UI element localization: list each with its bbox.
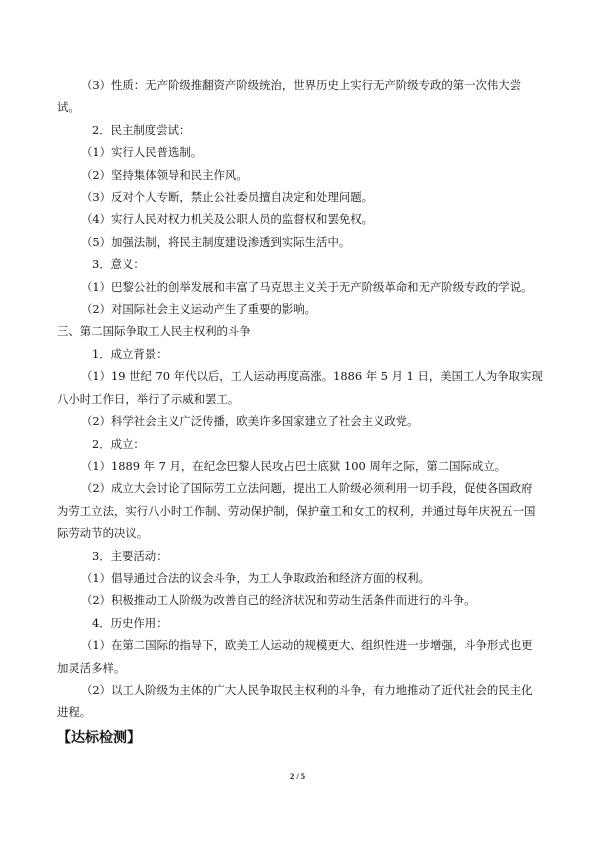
paragraph: 4．历史作用： [92,615,168,630]
paragraph: （4）实行人民对权力机关及公职人员的监督权和罢免权。 [81,212,374,227]
paragraph: 2．成立： [92,436,145,451]
paragraph: 2．民主制度尝试： [92,122,191,137]
paragraph-list [57,74,543,724]
paragraph: （1）1889 年 7 月，在纪念巴黎人民攻占巴士底狱 100 周年之际，第二国际成立。 [81,458,507,473]
document-body [57,74,543,751]
paragraph: 3．意义： [92,257,145,272]
paragraph: 3．主要活动： [92,548,168,563]
paragraph: （1）巴黎公社的创举发展和丰富了马克思主义关于无产阶级革命和无产阶级专政的学说。 [81,279,533,294]
paragraph: （3）性质：无产阶级推翻资产阶级统治，世界历史上实行无产阶级专政的第一次伟大尝试。 [57,78,522,115]
paragraph: 三、第二国际争取工人民主权利的斗争 [57,324,251,339]
paragraph: （3）反对个人专断，禁止公社委员擅自决定和处理问题。 [81,190,374,205]
page-number: 2 / 5 [289,771,306,781]
paragraph: （5）加强法制，将民主制度建设渗透到实际生活中。 [81,234,351,249]
paragraph: （1）倡导通过合法的议会斗争，为工人争取政治和经济方面的权利。 [81,570,430,585]
paragraph: （2）以工人阶级为主体的广大人民争取民主权利的斗争，有力地推动了近代社会的民主化进程。 [57,682,533,720]
paragraph: （1）在第二国际的指导下，欧美工人运动的规模更大、组织性进一步增强，斗争形式也更加灵活多样。 [57,638,533,675]
paragraph: （2）积极推动工人阶级为改善自己的经济状况和劳动生活条件而进行的斗争。 [81,593,476,608]
paragraph: （2）坚持集体领导和民主作风。 [81,167,248,182]
paragraph: （1）实行人民普选制。 [81,145,203,160]
paragraph: （2）对国际社会主义运动产生了重要的影响。 [81,302,317,317]
paragraph: （1）19 世纪 70 年代以后，工人运动再度高涨。1886 年 5 月 1 日，美国工人为争取实现八小时工作日，举行了示威和罢工。 [57,369,543,406]
paragraph: （2）成立大会讨论了国际劳工立法问题，提出工人阶级必须利用一切手段，促使各国政府为劳工立法，实行八小时工作制、劳动保护制，保护童工和女工的权利，并通过每年庆祝五一国际劳动节的决议。 [57,481,536,541]
section-title: 【达标检测】 [57,729,141,746]
paragraph: 1．成立背景： [92,346,168,361]
paragraph: （2）科学社会主义广泛传播，欧美许多国家建立了社会主义政党。 [81,414,419,429]
